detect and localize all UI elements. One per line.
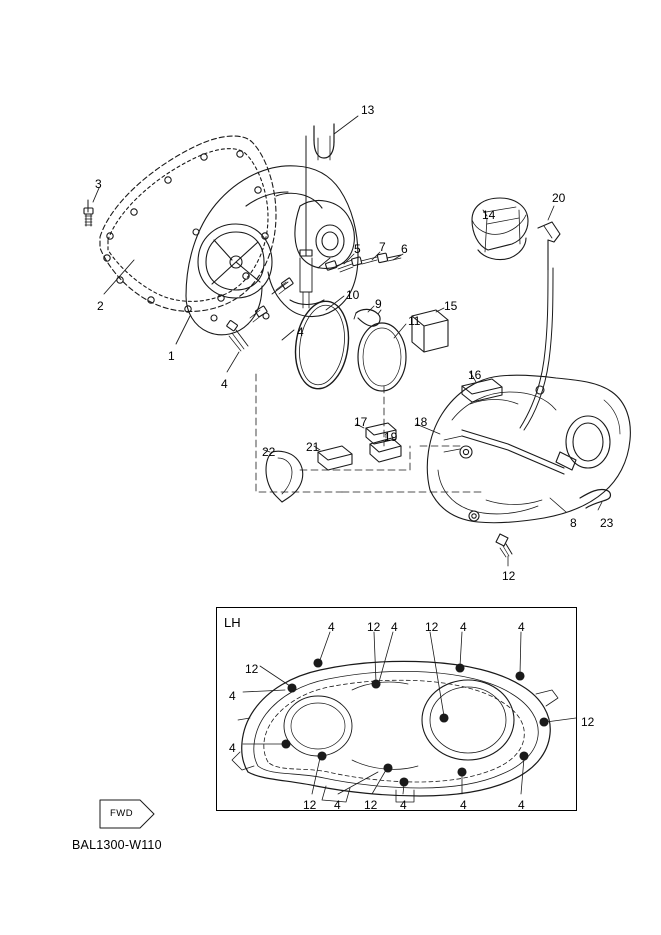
callout-11: 11 bbox=[408, 314, 421, 328]
lh-callout-12-e: 12 bbox=[303, 798, 317, 812]
callout-10: 10 bbox=[346, 288, 360, 302]
callout-15: 15 bbox=[444, 299, 458, 313]
callout-18: 18 bbox=[414, 415, 428, 429]
callout-2: 2 bbox=[97, 299, 104, 313]
lh-callout-4-d: 4 bbox=[518, 620, 525, 634]
fwd-arrow-label: FWD bbox=[110, 808, 134, 819]
lh-callout-12-c: 12 bbox=[245, 662, 259, 676]
callout-4-lower: 4 bbox=[221, 377, 228, 391]
lh-callout-4-c: 4 bbox=[460, 620, 467, 634]
lh-detail-panel bbox=[216, 607, 577, 811]
callout-4-upper: 4 bbox=[297, 325, 304, 339]
callout-19: 19 bbox=[384, 430, 398, 444]
lh-callout-4-h: 4 bbox=[400, 798, 407, 812]
lh-callout-4-g: 4 bbox=[334, 798, 341, 812]
lh-callout-4-i: 4 bbox=[460, 798, 467, 812]
lh-callout-12-a: 12 bbox=[367, 620, 381, 634]
callout-14: 14 bbox=[482, 208, 496, 222]
callout-16: 16 bbox=[468, 368, 482, 382]
part-code: BAL1300-W110 bbox=[72, 838, 162, 852]
lh-panel-label: LH bbox=[224, 615, 241, 630]
lh-callout-4-f: 4 bbox=[229, 741, 236, 755]
lh-callout-4-a: 4 bbox=[328, 620, 335, 634]
callout-12-bottom: 12 bbox=[502, 569, 516, 583]
lh-callout-12-d: 12 bbox=[581, 715, 595, 729]
lh-callout-12-b: 12 bbox=[425, 620, 439, 634]
callout-17: 17 bbox=[354, 415, 368, 429]
callout-1: 1 bbox=[168, 349, 175, 363]
callout-6: 6 bbox=[401, 242, 408, 256]
callout-23: 23 bbox=[600, 516, 614, 530]
callout-5: 5 bbox=[354, 242, 361, 256]
lh-callout-12-f: 12 bbox=[364, 798, 378, 812]
callout-20: 20 bbox=[552, 191, 566, 205]
lh-callout-4-e: 4 bbox=[229, 689, 236, 703]
lh-callout-4-j: 4 bbox=[518, 798, 525, 812]
callout-9: 9 bbox=[375, 297, 382, 311]
callout-22: 22 bbox=[262, 445, 276, 459]
callout-8: 8 bbox=[570, 516, 577, 530]
lh-callout-4-b: 4 bbox=[391, 620, 398, 634]
callout-3: 3 bbox=[95, 177, 102, 191]
callout-13: 13 bbox=[361, 103, 375, 117]
callout-21: 21 bbox=[306, 440, 320, 454]
callout-7: 7 bbox=[379, 240, 386, 254]
